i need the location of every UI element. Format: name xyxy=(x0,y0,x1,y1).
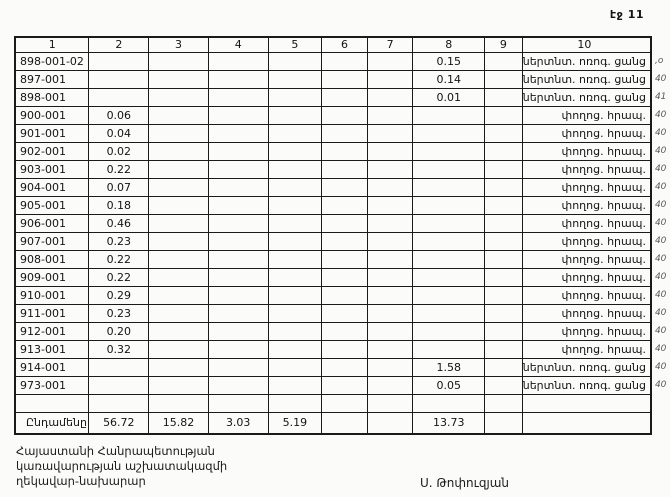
table-cell: 0.06 xyxy=(89,106,149,124)
table-cell xyxy=(268,70,322,88)
table-cell xyxy=(322,52,368,70)
handwritten-margin-mark: 40 xyxy=(654,344,667,354)
table-cell xyxy=(413,322,485,340)
handwritten-margin-mark: 40 xyxy=(654,164,667,174)
table-cell: փողոց. հրապ. xyxy=(522,250,651,268)
table-cell xyxy=(413,214,485,232)
table-cell xyxy=(89,358,149,376)
table-cell xyxy=(268,358,322,376)
table-cell xyxy=(322,304,368,322)
table-cell xyxy=(367,214,413,232)
row-code-cell: 902-001 xyxy=(15,142,89,160)
handwritten-margin-mark: 40 xyxy=(654,362,667,372)
table-cell xyxy=(485,106,523,124)
row-code-cell: 905-001 xyxy=(15,196,89,214)
row-code-cell: 903-001 xyxy=(15,160,89,178)
table-cell xyxy=(367,394,413,412)
table-cell xyxy=(149,340,209,358)
row-code-cell: 898-001-02 xyxy=(15,52,89,70)
table-cell xyxy=(149,304,209,322)
table-cell xyxy=(413,160,485,178)
table-cell xyxy=(367,88,413,106)
table-cell: փողոց. հրապ. xyxy=(522,232,651,250)
table-cell xyxy=(268,286,322,304)
column-header: 2 xyxy=(89,37,149,52)
table-cell xyxy=(322,88,368,106)
table-cell xyxy=(367,304,413,322)
table-cell: 0.23 xyxy=(89,304,149,322)
row-code-cell xyxy=(15,394,89,412)
table-cell xyxy=(89,88,149,106)
table-cell xyxy=(322,358,368,376)
table-cell: ներտնտ. ոռոգ. ցանց xyxy=(522,358,651,376)
table-cell xyxy=(367,340,413,358)
table-row xyxy=(15,322,669,340)
table-cell xyxy=(149,250,209,268)
handwritten-margin-mark: 40 xyxy=(654,146,667,156)
table-cell xyxy=(413,286,485,304)
table-cell xyxy=(367,376,413,394)
handwritten-margin-mark: 40 xyxy=(654,110,667,120)
table-cell xyxy=(522,412,651,434)
signature-name: Ս. Թոփուզյան xyxy=(420,476,510,490)
table-cell xyxy=(485,340,523,358)
table-cell xyxy=(367,160,413,178)
table-cell xyxy=(322,394,368,412)
footer-line-1: Հայաստանի Հանրապետության xyxy=(16,444,215,458)
table-cell xyxy=(413,340,485,358)
table-cell xyxy=(367,268,413,286)
table-cell xyxy=(485,88,523,106)
table-cell xyxy=(268,160,322,178)
table-cell xyxy=(208,142,268,160)
table-cell xyxy=(485,232,523,250)
table-cell xyxy=(367,232,413,250)
table-cell xyxy=(367,106,413,124)
table-cell xyxy=(149,358,209,376)
table-cell xyxy=(367,322,413,340)
table-cell: 0.22 xyxy=(89,268,149,286)
row-code-cell: 913-001 xyxy=(15,340,89,358)
table-cell xyxy=(322,214,368,232)
table-cell: 0.05 xyxy=(413,376,485,394)
column-header: 10 xyxy=(522,37,651,52)
table-cell xyxy=(268,376,322,394)
handwritten-margin-mark: 41 xyxy=(654,92,667,102)
table-cell xyxy=(208,358,268,376)
table-cell xyxy=(485,286,523,304)
table-cell xyxy=(149,70,209,88)
table-cell xyxy=(149,196,209,214)
column-header: 1 xyxy=(15,37,89,52)
table-cell xyxy=(208,160,268,178)
table-row xyxy=(15,142,669,160)
table-cell xyxy=(485,322,523,340)
table-cell xyxy=(89,52,149,70)
table-cell xyxy=(485,124,523,142)
table-cell xyxy=(522,394,651,412)
column-header: 3 xyxy=(149,37,209,52)
table-row xyxy=(15,124,669,142)
table-cell xyxy=(268,304,322,322)
table-cell xyxy=(149,322,209,340)
table-row xyxy=(15,286,669,304)
table-cell xyxy=(367,70,413,88)
table-cell xyxy=(485,358,523,376)
table-row xyxy=(15,304,669,322)
table-cell xyxy=(149,160,209,178)
footer-line-2: կառավարության աշխատակազմի xyxy=(16,459,228,473)
table-cell: 0.22 xyxy=(89,160,149,178)
table-cell: 0.01 xyxy=(413,88,485,106)
table-cell xyxy=(268,106,322,124)
row-code-cell: 904-001 xyxy=(15,178,89,196)
table-cell: փողոց. հրապ. xyxy=(522,106,651,124)
table-cell xyxy=(322,124,368,142)
table-cell xyxy=(208,340,268,358)
table-row xyxy=(15,214,669,232)
handwritten-margin-mark: 40 xyxy=(654,272,667,282)
table-cell xyxy=(208,106,268,124)
table-cell: 0.14 xyxy=(413,70,485,88)
table-row xyxy=(15,106,669,124)
table-row xyxy=(15,88,669,106)
table-row xyxy=(15,394,669,412)
handwritten-margin-mark: 40 xyxy=(654,200,667,210)
table-cell: 0.07 xyxy=(89,178,149,196)
footer xyxy=(16,444,656,494)
table-cell xyxy=(268,340,322,358)
table-cell xyxy=(485,412,523,434)
row-code-cell: 912-001 xyxy=(15,322,89,340)
table-row xyxy=(15,196,669,214)
table-row xyxy=(15,376,669,394)
table-cell xyxy=(322,250,368,268)
table-cell xyxy=(208,88,268,106)
handwritten-margin-mark: 40 xyxy=(654,128,667,138)
row-code-cell: 897-001 xyxy=(15,70,89,88)
column-header: 4 xyxy=(208,37,268,52)
table-cell xyxy=(322,340,368,358)
table-cell xyxy=(268,214,322,232)
table-cell xyxy=(208,214,268,232)
table-cell xyxy=(322,142,368,160)
handwritten-margin-mark: 40 xyxy=(654,74,667,84)
column-header: 8 xyxy=(413,37,485,52)
table-cell: փողոց. հրապ. xyxy=(522,142,651,160)
table-cell xyxy=(268,250,322,268)
table-cell xyxy=(485,160,523,178)
footer-office-block xyxy=(16,444,656,489)
table-cell: 0.23 xyxy=(89,232,149,250)
row-code-cell: 901-001 xyxy=(15,124,89,142)
table-cell xyxy=(268,88,322,106)
table-cell xyxy=(149,106,209,124)
footer-line-3: ղեկավար-նախարար xyxy=(16,474,146,488)
table-cell xyxy=(367,196,413,214)
table-cell: 0.04 xyxy=(89,124,149,142)
table-row xyxy=(15,52,669,70)
column-header: 9 xyxy=(485,37,523,52)
table-cell: ներտնտ. ոռոգ. ցանց xyxy=(522,88,651,106)
row-code-cell: 911-001 xyxy=(15,304,89,322)
table-cell xyxy=(208,124,268,142)
table-cell xyxy=(413,178,485,196)
table-cell xyxy=(208,178,268,196)
table-cell: փողոց. հրապ. xyxy=(522,178,651,196)
total-row xyxy=(15,412,669,434)
table-cell xyxy=(149,88,209,106)
table-cell xyxy=(322,322,368,340)
table-cell: 0.22 xyxy=(89,250,149,268)
table-cell xyxy=(208,232,268,250)
table-cell: 3.03 xyxy=(208,412,268,434)
table-cell xyxy=(208,322,268,340)
data-table xyxy=(14,36,670,435)
table-cell xyxy=(268,268,322,286)
table-header-row xyxy=(15,37,669,52)
table-cell: 0.02 xyxy=(89,142,149,160)
table-cell xyxy=(89,394,149,412)
table-row xyxy=(15,268,669,286)
table-cell xyxy=(367,286,413,304)
table-cell: փողոց. հրապ. xyxy=(522,196,651,214)
handwritten-margin-mark: 40 xyxy=(654,254,667,264)
table-cell: փողոց. հրապ. xyxy=(522,286,651,304)
table-cell xyxy=(485,268,523,286)
table-row xyxy=(15,358,669,376)
table-cell xyxy=(208,70,268,88)
column-header: 5 xyxy=(268,37,322,52)
table-cell xyxy=(149,286,209,304)
table-cell xyxy=(322,160,368,178)
margin-spacer xyxy=(651,37,669,52)
table-cell xyxy=(322,70,368,88)
table-cell xyxy=(268,232,322,250)
table-cell: փողոց. հրապ. xyxy=(522,160,651,178)
table-cell xyxy=(89,376,149,394)
table-cell xyxy=(149,214,209,232)
table-cell xyxy=(149,124,209,142)
row-code-cell: 914-001 xyxy=(15,358,89,376)
table-cell xyxy=(322,196,368,214)
row-code-cell: 906-001 xyxy=(15,214,89,232)
table-cell: 13.73 xyxy=(413,412,485,434)
table-cell: 5.19 xyxy=(268,412,322,434)
handwritten-margin-mark xyxy=(651,412,669,434)
table-cell xyxy=(485,70,523,88)
table-cell xyxy=(367,412,413,434)
table-cell xyxy=(149,52,209,70)
table-cell xyxy=(268,124,322,142)
table-cell: ներտնտ. ոռոգ. ցանց xyxy=(522,70,651,88)
table-cell: փողոց. հրապ. xyxy=(522,124,651,142)
row-code-cell: 900-001 xyxy=(15,106,89,124)
table-cell xyxy=(268,394,322,412)
row-code-cell: 910-001 xyxy=(15,286,89,304)
table-cell xyxy=(485,394,523,412)
row-code-cell: 907-001 xyxy=(15,232,89,250)
table-cell: 0.20 xyxy=(89,322,149,340)
table-cell xyxy=(485,142,523,160)
table-cell xyxy=(322,232,368,250)
table-cell: 0.18 xyxy=(89,196,149,214)
table-cell: 0.32 xyxy=(89,340,149,358)
table-cell xyxy=(208,304,268,322)
row-code-cell: 898-001 xyxy=(15,88,89,106)
table-cell xyxy=(413,232,485,250)
handwritten-margin-mark: 40 xyxy=(654,380,667,390)
column-header: 6 xyxy=(322,37,368,52)
table-row xyxy=(15,70,669,88)
table-cell xyxy=(322,412,368,434)
table-cell xyxy=(89,70,149,88)
table-cell xyxy=(413,394,485,412)
table-cell xyxy=(413,196,485,214)
table-cell xyxy=(413,304,485,322)
table-cell xyxy=(208,286,268,304)
table-cell xyxy=(149,394,209,412)
table-row xyxy=(15,340,669,358)
table-cell: փողոց. հրապ. xyxy=(522,268,651,286)
table-cell xyxy=(367,358,413,376)
table-cell xyxy=(367,142,413,160)
table-cell: 0.15 xyxy=(413,52,485,70)
table-cell xyxy=(367,124,413,142)
table-cell: 0.46 xyxy=(89,214,149,232)
handwritten-margin-mark: 40 xyxy=(654,308,667,318)
table-row xyxy=(15,160,669,178)
table-cell xyxy=(485,376,523,394)
table-cell xyxy=(485,52,523,70)
table-cell: փողոց. հրապ. xyxy=(522,322,651,340)
table-row xyxy=(15,250,669,268)
table-cell xyxy=(208,376,268,394)
table-cell xyxy=(208,196,268,214)
table-cell: փողոց. հրապ. xyxy=(522,304,651,322)
table-cell xyxy=(322,106,368,124)
table-cell xyxy=(413,268,485,286)
table-cell xyxy=(485,178,523,196)
table-cell: 56.72 xyxy=(89,412,149,434)
table-cell: 1.58 xyxy=(413,358,485,376)
table-cell xyxy=(485,196,523,214)
handwritten-margin-mark: 40 xyxy=(654,236,667,246)
handwritten-margin-mark: ,o xyxy=(654,56,664,66)
table-row xyxy=(15,232,669,250)
table-cell xyxy=(322,268,368,286)
handwritten-margin-mark: 40 xyxy=(654,326,667,336)
table-cell xyxy=(149,268,209,286)
table-cell xyxy=(149,376,209,394)
row-code-cell: Ընդամենը xyxy=(15,412,89,434)
table-cell xyxy=(322,286,368,304)
table-cell xyxy=(367,178,413,196)
table-cell xyxy=(208,52,268,70)
table-cell xyxy=(413,106,485,124)
table-cell xyxy=(268,322,322,340)
table-cell xyxy=(322,178,368,196)
handwritten-margin-mark: 40 xyxy=(654,182,667,192)
handwritten-margin-mark xyxy=(651,394,669,412)
table-cell xyxy=(485,250,523,268)
table-cell xyxy=(208,250,268,268)
page-number: էջ 11 xyxy=(609,8,644,21)
column-header: 7 xyxy=(367,37,413,52)
table-cell: 0.29 xyxy=(89,286,149,304)
table-cell xyxy=(268,142,322,160)
table-cell xyxy=(149,178,209,196)
table-cell xyxy=(367,250,413,268)
table-cell xyxy=(322,376,368,394)
table-cell xyxy=(413,250,485,268)
table-cell: ներտնտ. ոռոգ. ցանց xyxy=(522,52,651,70)
table-cell xyxy=(268,178,322,196)
table-cell: փողոց. հրապ. xyxy=(522,214,651,232)
table-cell xyxy=(413,142,485,160)
table-cell: ներտնտ. ոռոգ. ցանց xyxy=(522,376,651,394)
row-code-cell: 973-001 xyxy=(15,376,89,394)
table-row xyxy=(15,178,669,196)
table-cell xyxy=(208,268,268,286)
table-cell xyxy=(485,304,523,322)
row-code-cell: 909-001 xyxy=(15,268,89,286)
table-cell xyxy=(149,142,209,160)
table-cell xyxy=(268,196,322,214)
table-cell xyxy=(367,52,413,70)
table-cell xyxy=(208,394,268,412)
handwritten-margin-mark: 40 xyxy=(654,218,667,228)
table-cell xyxy=(268,52,322,70)
table-cell xyxy=(485,214,523,232)
table-cell xyxy=(413,124,485,142)
table-cell xyxy=(149,232,209,250)
table-cell: փողոց. հրապ. xyxy=(522,340,651,358)
handwritten-margin-mark: 40 xyxy=(654,290,667,300)
table-cell: 15.82 xyxy=(149,412,209,434)
row-code-cell: 908-001 xyxy=(15,250,89,268)
